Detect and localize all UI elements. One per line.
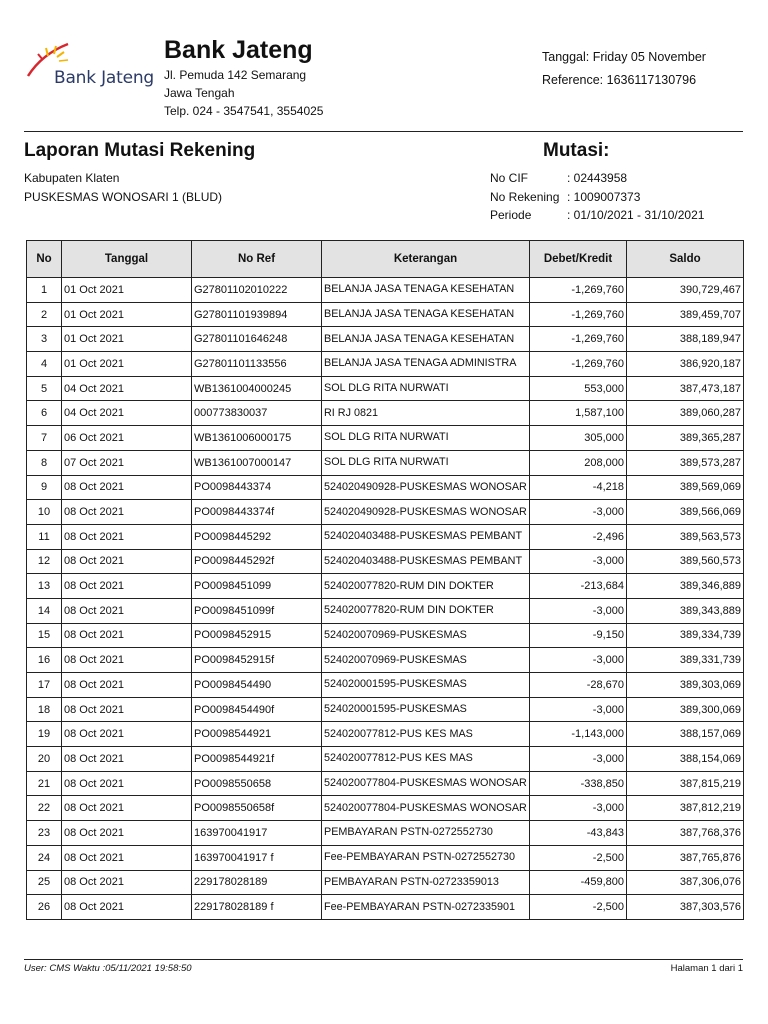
cell-tanggal: 08 Oct 2021 [62, 821, 192, 846]
footer-divider [24, 959, 743, 960]
cell-saldo: 389,365,287 [627, 426, 744, 451]
cell-tanggal: 08 Oct 2021 [62, 475, 192, 500]
cell-tanggal: 08 Oct 2021 [62, 648, 192, 673]
header-divider [24, 131, 743, 132]
cell-saldo: 386,920,187 [627, 352, 744, 377]
cell-no: 9 [27, 475, 62, 500]
cell-debet-kredit: -2,500 [530, 895, 627, 920]
cell-saldo: 388,189,947 [627, 327, 744, 352]
cell-saldo: 389,303,069 [627, 673, 744, 698]
cell-no-ref: WB1361004000245 [192, 376, 322, 401]
address-line-1: Jl. Pemuda 142 Semarang [164, 68, 307, 82]
cell-debet-kredit: 208,000 [530, 450, 627, 475]
cell-debet-kredit: -338,850 [530, 771, 627, 796]
cell-no: 19 [27, 722, 62, 747]
cell-debet-kredit: -3,000 [530, 598, 627, 623]
cell-no: 10 [27, 500, 62, 525]
col-header-saldo: Saldo [627, 241, 744, 278]
cell-debet-kredit: 1,587,100 [530, 401, 627, 426]
cell-no: 17 [27, 673, 62, 698]
cell-no-ref: PO0098550658 [192, 771, 322, 796]
cell-saldo: 389,343,889 [627, 598, 744, 623]
cell-keterangan: PEMBAYARAN PSTN-0272552730 [322, 821, 530, 846]
cell-tanggal: 08 Oct 2021 [62, 623, 192, 648]
cell-no: 15 [27, 623, 62, 648]
cell-tanggal: 08 Oct 2021 [62, 771, 192, 796]
report-title: Laporan Mutasi Rekening [24, 140, 256, 161]
cell-tanggal: 04 Oct 2021 [62, 401, 192, 426]
cell-no: 23 [27, 821, 62, 846]
cell-saldo: 387,815,219 [627, 771, 744, 796]
table-row [27, 426, 744, 451]
cell-no: 4 [27, 352, 62, 377]
table-row [27, 673, 744, 698]
cell-debet-kredit: -43,843 [530, 821, 627, 846]
cell-debet-kredit: -3,000 [530, 697, 627, 722]
cell-no-ref: 229178028189 f [192, 895, 322, 920]
cell-no-ref: G27801102010222 [192, 278, 322, 303]
cell-tanggal: 08 Oct 2021 [62, 500, 192, 525]
table-row [27, 598, 744, 623]
table-row [27, 524, 744, 549]
cell-no-ref: G27801101133556 [192, 352, 322, 377]
cell-no: 5 [27, 376, 62, 401]
table-row [27, 376, 744, 401]
bank-name: Bank Jateng [164, 36, 313, 64]
cell-no-ref: G27801101646248 [192, 327, 322, 352]
logo-text: Bank Jateng [54, 68, 155, 88]
cell-keterangan: 524020077820-RUM DIN DOKTER [322, 598, 530, 623]
cell-no: 16 [27, 648, 62, 673]
cell-saldo: 389,331,739 [627, 648, 744, 673]
cell-saldo: 389,560,573 [627, 549, 744, 574]
table-row [27, 623, 744, 648]
table-row [27, 401, 744, 426]
cell-no-ref: PO0098544921f [192, 747, 322, 772]
phone-line: Telp. 024 - 3547541, 3554025 [164, 104, 324, 118]
table-header-row [27, 241, 744, 278]
table-row [27, 747, 744, 772]
cell-no-ref: PO0098445292 [192, 524, 322, 549]
cell-tanggal: 08 Oct 2021 [62, 722, 192, 747]
table-row [27, 895, 744, 920]
cell-keterangan: SOL DLG RITA NURWATI [322, 426, 530, 451]
address-line-2: Jawa Tengah [164, 86, 235, 100]
cell-no: 20 [27, 747, 62, 772]
cell-saldo: 388,157,069 [627, 722, 744, 747]
cell-keterangan: SOL DLG RITA NURWATI [322, 376, 530, 401]
cell-keterangan: 524020070969-PUSKESMAS [322, 648, 530, 673]
cell-saldo: 389,573,287 [627, 450, 744, 475]
cell-saldo: 387,765,876 [627, 845, 744, 870]
cell-no-ref: 000773830037 [192, 401, 322, 426]
cell-saldo: 387,768,376 [627, 821, 744, 846]
cell-saldo: 387,473,187 [627, 376, 744, 401]
footer-page-info: Halaman 1 dari 1 [670, 963, 743, 974]
cell-tanggal: 08 Oct 2021 [62, 895, 192, 920]
table-row [27, 450, 744, 475]
cell-no: 13 [27, 574, 62, 599]
cell-debet-kredit: -1,269,760 [530, 327, 627, 352]
cell-no: 7 [27, 426, 62, 451]
table-row [27, 574, 744, 599]
cell-saldo: 389,334,739 [627, 623, 744, 648]
statement-date: Tanggal: Friday 05 November [542, 50, 706, 64]
cell-debet-kredit: -3,000 [530, 796, 627, 821]
table-row [27, 821, 744, 846]
cell-tanggal: 08 Oct 2021 [62, 524, 192, 549]
table-row [27, 771, 744, 796]
cell-no: 12 [27, 549, 62, 574]
cell-no: 11 [27, 524, 62, 549]
cell-keterangan: 524020077812-PUS KES MAS [322, 747, 530, 772]
table-row [27, 475, 744, 500]
table-row [27, 327, 744, 352]
cell-tanggal: 01 Oct 2021 [62, 327, 192, 352]
cell-tanggal: 08 Oct 2021 [62, 845, 192, 870]
footer-user-info: User: CMS Waktu :05/11/2021 19:58:50 [24, 963, 192, 974]
cell-no-ref: PO0098451099f [192, 598, 322, 623]
cell-debet-kredit: -3,000 [530, 648, 627, 673]
cell-saldo: 390,729,467 [627, 278, 744, 303]
cell-no: 2 [27, 302, 62, 327]
cell-no: 26 [27, 895, 62, 920]
cell-no-ref: PO0098452915 [192, 623, 322, 648]
mutasi-title: Mutasi: [543, 140, 610, 161]
cell-no-ref: G27801101939894 [192, 302, 322, 327]
cell-keterangan: BELANJA JASA TENAGA KESEHATAN [322, 278, 530, 303]
cell-saldo: 387,303,576 [627, 895, 744, 920]
cell-no: 1 [27, 278, 62, 303]
cell-no-ref: PO0098451099 [192, 574, 322, 599]
cell-tanggal: 06 Oct 2021 [62, 426, 192, 451]
cell-tanggal: 08 Oct 2021 [62, 574, 192, 599]
bank-logo [24, 40, 155, 102]
table-row [27, 278, 744, 303]
cell-no: 3 [27, 327, 62, 352]
cell-keterangan: 524020077820-RUM DIN DOKTER [322, 574, 530, 599]
rekening-label: No Rekening [490, 190, 560, 204]
periode-value: : 01/10/2021 - 31/10/2021 [567, 208, 705, 222]
cell-no: 24 [27, 845, 62, 870]
cell-tanggal: 08 Oct 2021 [62, 747, 192, 772]
col-header-no: No [27, 241, 62, 278]
cell-saldo: 387,812,219 [627, 796, 744, 821]
cell-debet-kredit: 305,000 [530, 426, 627, 451]
cell-debet-kredit: -4,218 [530, 475, 627, 500]
cell-keterangan: 524020077804-PUSKESMAS WONOSAR [322, 771, 530, 796]
cell-keterangan: Fee-PEMBAYARAN PSTN-0272552730 [322, 845, 530, 870]
cell-keterangan: 524020077804-PUSKESMAS WONOSAR [322, 796, 530, 821]
cell-tanggal: 01 Oct 2021 [62, 302, 192, 327]
cell-tanggal: 07 Oct 2021 [62, 450, 192, 475]
cell-keterangan: RI RJ 0821 [322, 401, 530, 426]
table-row [27, 549, 744, 574]
table-row [27, 352, 744, 377]
cell-saldo: 389,569,069 [627, 475, 744, 500]
table-body [27, 278, 744, 920]
cell-keterangan: BELANJA JASA TENAGA ADMINISTRA [322, 352, 530, 377]
cell-debet-kredit: -213,684 [530, 574, 627, 599]
cell-tanggal: 01 Oct 2021 [62, 352, 192, 377]
cell-tanggal: 08 Oct 2021 [62, 796, 192, 821]
cell-keterangan: PEMBAYARAN PSTN-02723359013 [322, 870, 530, 895]
cell-keterangan: Fee-PEMBAYARAN PSTN-0272335901 [322, 895, 530, 920]
cell-no: 21 [27, 771, 62, 796]
cell-keterangan: 524020001595-PUSKESMAS [322, 673, 530, 698]
cell-debet-kredit: -459,800 [530, 870, 627, 895]
rekening-value: : 1009007373 [567, 190, 641, 204]
table-row [27, 845, 744, 870]
table-row [27, 500, 744, 525]
col-header-debet-kredit: Debet/Kredit [530, 241, 627, 278]
col-header-tanggal: Tanggal [62, 241, 192, 278]
cell-no: 22 [27, 796, 62, 821]
col-header-keterangan: Keterangan [322, 241, 530, 278]
cell-no: 14 [27, 598, 62, 623]
cell-no-ref: 163970041917 [192, 821, 322, 846]
cell-saldo: 389,459,707 [627, 302, 744, 327]
cell-saldo: 389,563,573 [627, 524, 744, 549]
region-name: Kabupaten Klaten [24, 171, 120, 185]
cell-keterangan: 524020403488-PUSKESMAS PEMBANT [322, 549, 530, 574]
cell-debet-kredit: -2,500 [530, 845, 627, 870]
cell-tanggal: 08 Oct 2021 [62, 549, 192, 574]
cell-debet-kredit: -3,000 [530, 747, 627, 772]
table-row [27, 870, 744, 895]
cell-keterangan: 524020077812-PUS KES MAS [322, 722, 530, 747]
cell-no-ref: PO0098550658f [192, 796, 322, 821]
cell-tanggal: 08 Oct 2021 [62, 598, 192, 623]
cell-debet-kredit: -3,000 [530, 500, 627, 525]
cif-value: : 02443958 [567, 171, 628, 185]
transactions-table [26, 240, 744, 920]
cell-no-ref: 229178028189 [192, 870, 322, 895]
cell-debet-kredit: -1,143,000 [530, 722, 627, 747]
cell-no-ref: PO0098443374 [192, 475, 322, 500]
cell-no-ref: WB1361007000147 [192, 450, 322, 475]
cell-no: 8 [27, 450, 62, 475]
cell-no: 25 [27, 870, 62, 895]
cell-keterangan: 524020001595-PUSKESMAS [322, 697, 530, 722]
cell-saldo: 389,566,069 [627, 500, 744, 525]
table-row [27, 697, 744, 722]
cell-debet-kredit: -28,670 [530, 673, 627, 698]
account-name: PUSKESMAS WONOSARI 1 (BLUD) [24, 190, 223, 204]
cell-saldo: 389,346,889 [627, 574, 744, 599]
cell-no-ref: PO0098454490 [192, 673, 322, 698]
cell-saldo: 388,154,069 [627, 747, 744, 772]
cell-tanggal: 08 Oct 2021 [62, 870, 192, 895]
cell-no: 18 [27, 697, 62, 722]
cell-debet-kredit: 553,000 [530, 376, 627, 401]
cell-no-ref: WB1361006000175 [192, 426, 322, 451]
cell-debet-kredit: -2,496 [530, 524, 627, 549]
cell-saldo: 387,306,076 [627, 870, 744, 895]
cell-debet-kredit: -1,269,760 [530, 302, 627, 327]
table-row [27, 302, 744, 327]
cell-debet-kredit: -3,000 [530, 549, 627, 574]
cell-no-ref: PO0098443374f [192, 500, 322, 525]
cell-no-ref: 163970041917 f [192, 845, 322, 870]
cell-no-ref: PO0098452915f [192, 648, 322, 673]
reference-number: Reference: 1636117130796 [542, 73, 697, 87]
cell-no-ref: PO0098544921 [192, 722, 322, 747]
cell-tanggal: 01 Oct 2021 [62, 278, 192, 303]
cell-keterangan: SOL DLG RITA NURWATI [322, 450, 530, 475]
cell-no-ref: PO0098445292f [192, 549, 322, 574]
cell-keterangan: 524020070969-PUSKESMAS [322, 623, 530, 648]
table-row [27, 722, 744, 747]
cif-label: No CIF [490, 171, 529, 185]
cell-debet-kredit: -1,269,760 [530, 352, 627, 377]
cell-keterangan: 524020403488-PUSKESMAS PEMBANT [322, 524, 530, 549]
cell-no: 6 [27, 401, 62, 426]
cell-tanggal: 04 Oct 2021 [62, 376, 192, 401]
cell-debet-kredit: -1,269,760 [530, 278, 627, 303]
cell-no-ref: PO0098454490f [192, 697, 322, 722]
cell-tanggal: 08 Oct 2021 [62, 673, 192, 698]
cell-keterangan: BELANJA JASA TENAGA KESEHATAN [322, 327, 530, 352]
table-row [27, 796, 744, 821]
cell-debet-kredit: -9,150 [530, 623, 627, 648]
cell-saldo: 389,060,287 [627, 401, 744, 426]
col-header-no-ref: No Ref [192, 241, 322, 278]
periode-label: Periode [490, 208, 532, 222]
cell-keterangan: BELANJA JASA TENAGA KESEHATAN [322, 302, 530, 327]
cell-tanggal: 08 Oct 2021 [62, 697, 192, 722]
cell-saldo: 389,300,069 [627, 697, 744, 722]
cell-keterangan: 524020490928-PUSKESMAS WONOSAR [322, 475, 530, 500]
cell-keterangan: 524020490928-PUSKESMAS WONOSAR [322, 500, 530, 525]
table-row [27, 648, 744, 673]
